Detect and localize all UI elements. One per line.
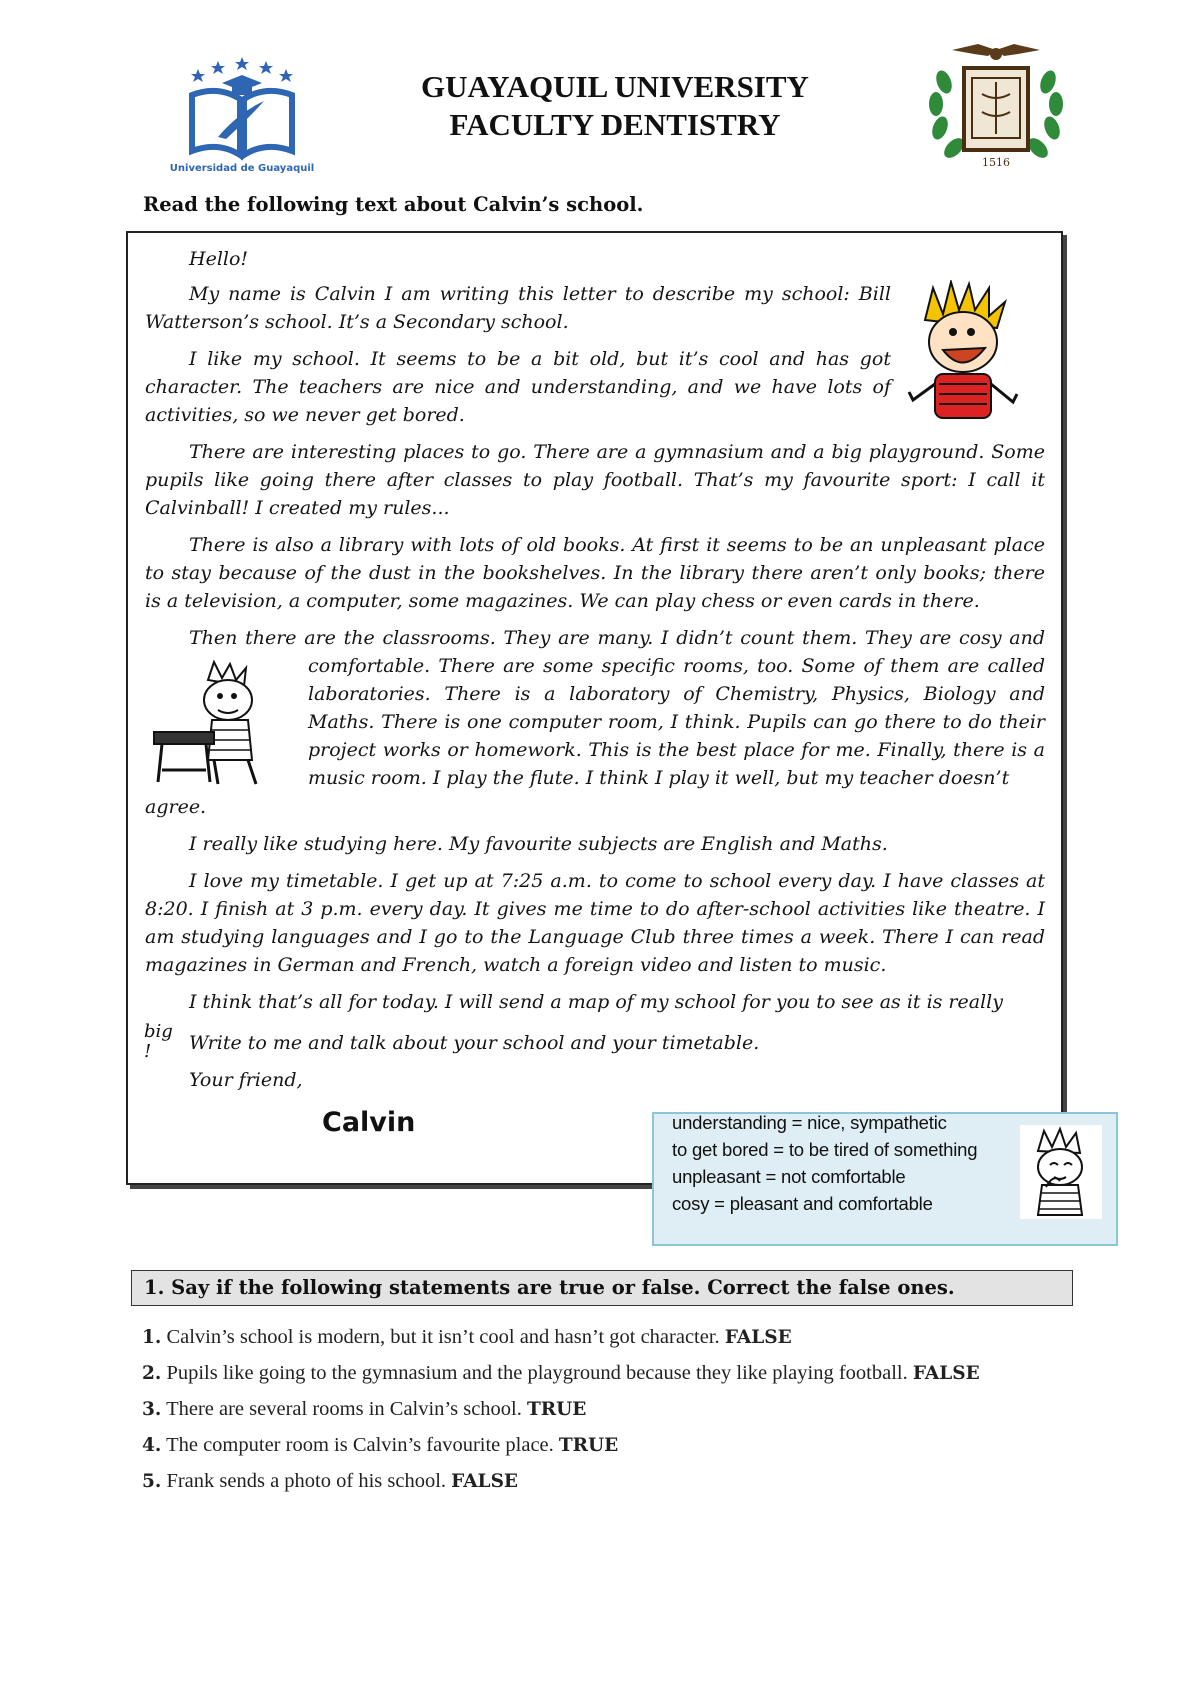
calvin-waving-illustration xyxy=(905,280,1020,440)
letter-p5-line2: comfortable. There are some specific rooms, too. Some of them are called xyxy=(308,655,1045,677)
letter-p4-line3: is a television, a computer, some magazines. We can play chess or even cards in there. xyxy=(145,590,980,612)
item-number: 4. xyxy=(142,1435,162,1456)
letter-p7-line3: am studying languages and I go to the Language Club three times a week. There I can read xyxy=(145,926,1045,948)
letter-p8-tail: big xyxy=(144,1021,173,1042)
letter-p5-line3: laboratories. There is a laboratory of Chemistry, Physics, Biology and xyxy=(308,683,1045,705)
item-text: Frank sends a photo of his school. xyxy=(161,1470,452,1492)
letter-signature: Calvin xyxy=(322,1107,416,1138)
university-of-guayaquil-logo xyxy=(169,55,315,177)
letter-p4-line2: to stay because of the dust in the bookshelves. In the library there aren’t only books; there xyxy=(145,562,1045,584)
item-text: The computer room is Calvin’s favourite place. xyxy=(161,1434,559,1456)
item-number: 1. xyxy=(142,1327,162,1348)
item-answer: TRUE xyxy=(558,1435,619,1456)
vocab-item: cosy = pleasant and comfortable xyxy=(672,1193,933,1214)
calvin-at-desk-illustration xyxy=(148,660,288,790)
faculty-crest-logo xyxy=(922,42,1070,174)
item-number: 5. xyxy=(142,1471,162,1492)
item-answer: TRUE xyxy=(527,1399,587,1420)
faculty-title: FACULTY DENTISTRY xyxy=(449,107,781,142)
letter-p3-line1: There are interesting places to go. There are a gymnasium and a big playground. Some xyxy=(189,441,1045,463)
letter-p2-line1: I like my school. It seems to be a bit old, but it’s cool and has got xyxy=(189,348,891,370)
letter-greeting: Hello! xyxy=(189,248,249,270)
letter-p8: I think that’s all for today. I will send a map of my school for you to see as it is really xyxy=(189,991,1003,1013)
exercise-item xyxy=(142,1398,586,1421)
exercise-item xyxy=(142,1326,792,1349)
letter-p2-line2: character. The teachers are nice and understanding, and we have lots of xyxy=(145,376,891,398)
letter-p5-line5: project works or homework. This is the best place for me. Finally, there is a xyxy=(308,739,1045,761)
item-answer: FALSE xyxy=(724,1327,792,1348)
exercise-item xyxy=(142,1362,980,1385)
vocab-item: to get bored = to be tired of something xyxy=(672,1139,978,1160)
exercise-item xyxy=(142,1434,618,1457)
letter-p6: I really like studying here. My favourite subjects are English and Maths. xyxy=(189,833,888,855)
item-number: 2. xyxy=(142,1363,162,1384)
item-answer: FALSE xyxy=(912,1363,980,1384)
item-text: There are several rooms in Calvin’s school. xyxy=(161,1398,528,1420)
letter-p3-line2: pupils like going there after classes to play football. That’s my favourite sport: I call it xyxy=(145,469,1045,491)
letter-p5-line7: agree. xyxy=(145,796,207,818)
letter-p7-line4: magazines in German and French, watch a foreign video and listen to music. xyxy=(145,954,887,976)
logo-caption: Universidad de Guayaquil xyxy=(169,163,315,174)
letter-p5-line6: music room. I play the flute. I think I play it well, but my teacher doesn’t xyxy=(308,767,1010,789)
letter-p9: Write to me and talk about your school and your timetable. xyxy=(189,1032,760,1054)
item-number: 3. xyxy=(142,1399,162,1420)
letter-p7-line1: I love my timetable. I get up at 7:25 a.m. to come to school every day. I have classes at xyxy=(189,870,1045,892)
item-text: Pupils like going to the gymnasium and the playground because they like playing football. xyxy=(161,1362,913,1384)
vocab-item: understanding = nice, sympathetic xyxy=(672,1112,947,1133)
calvin-thinking-illustration xyxy=(1020,1125,1102,1219)
crest-year: 1516 xyxy=(982,156,1010,169)
letter-p7-line2: 8:20. I finish at 3 p.m. every day. It gives me time to do after-school activities like theatre. I xyxy=(145,898,1045,920)
letter-p1-line1: My name is Calvin I am writing this letter to describe my school: Bill xyxy=(189,283,891,305)
letter-p8-tail-exclaim: ! xyxy=(144,1041,152,1062)
vocab-item: unpleasant = not comfortable xyxy=(672,1166,906,1187)
item-answer: FALSE xyxy=(451,1471,519,1492)
letter-p3-line3: Calvinball! I created my rules... xyxy=(145,497,450,519)
item-text: Calvin’s school is modern, but it isn’t cool and hasn’t got character. xyxy=(161,1326,725,1348)
letter-p5-line4: Maths. There is one computer room, I think. Pupils can go there to do their xyxy=(308,711,1045,733)
letter-p4-line1: There is also a library with lots of old books. At first it seems to be an unpleasant place xyxy=(189,534,1045,556)
university-title: GUAYAQUIL UNIVERSITY xyxy=(421,69,809,104)
exercise-item xyxy=(142,1470,518,1493)
exercise-title: 1. Say if the following statements are true or false. Correct the false ones. xyxy=(131,1270,1073,1306)
letter-closing: Your friend, xyxy=(189,1069,303,1091)
letter-p1-line2: Watterson’s school. It’s a Secondary school. xyxy=(145,311,569,333)
letter-p5-line1: Then there are the classrooms. They are many. I didn’t count them. They are cosy and xyxy=(189,627,1045,649)
reading-instruction: Read the following text about Calvin’s school. xyxy=(143,193,644,216)
letter-p2-line3: activities, so we never get bored. xyxy=(145,404,465,426)
